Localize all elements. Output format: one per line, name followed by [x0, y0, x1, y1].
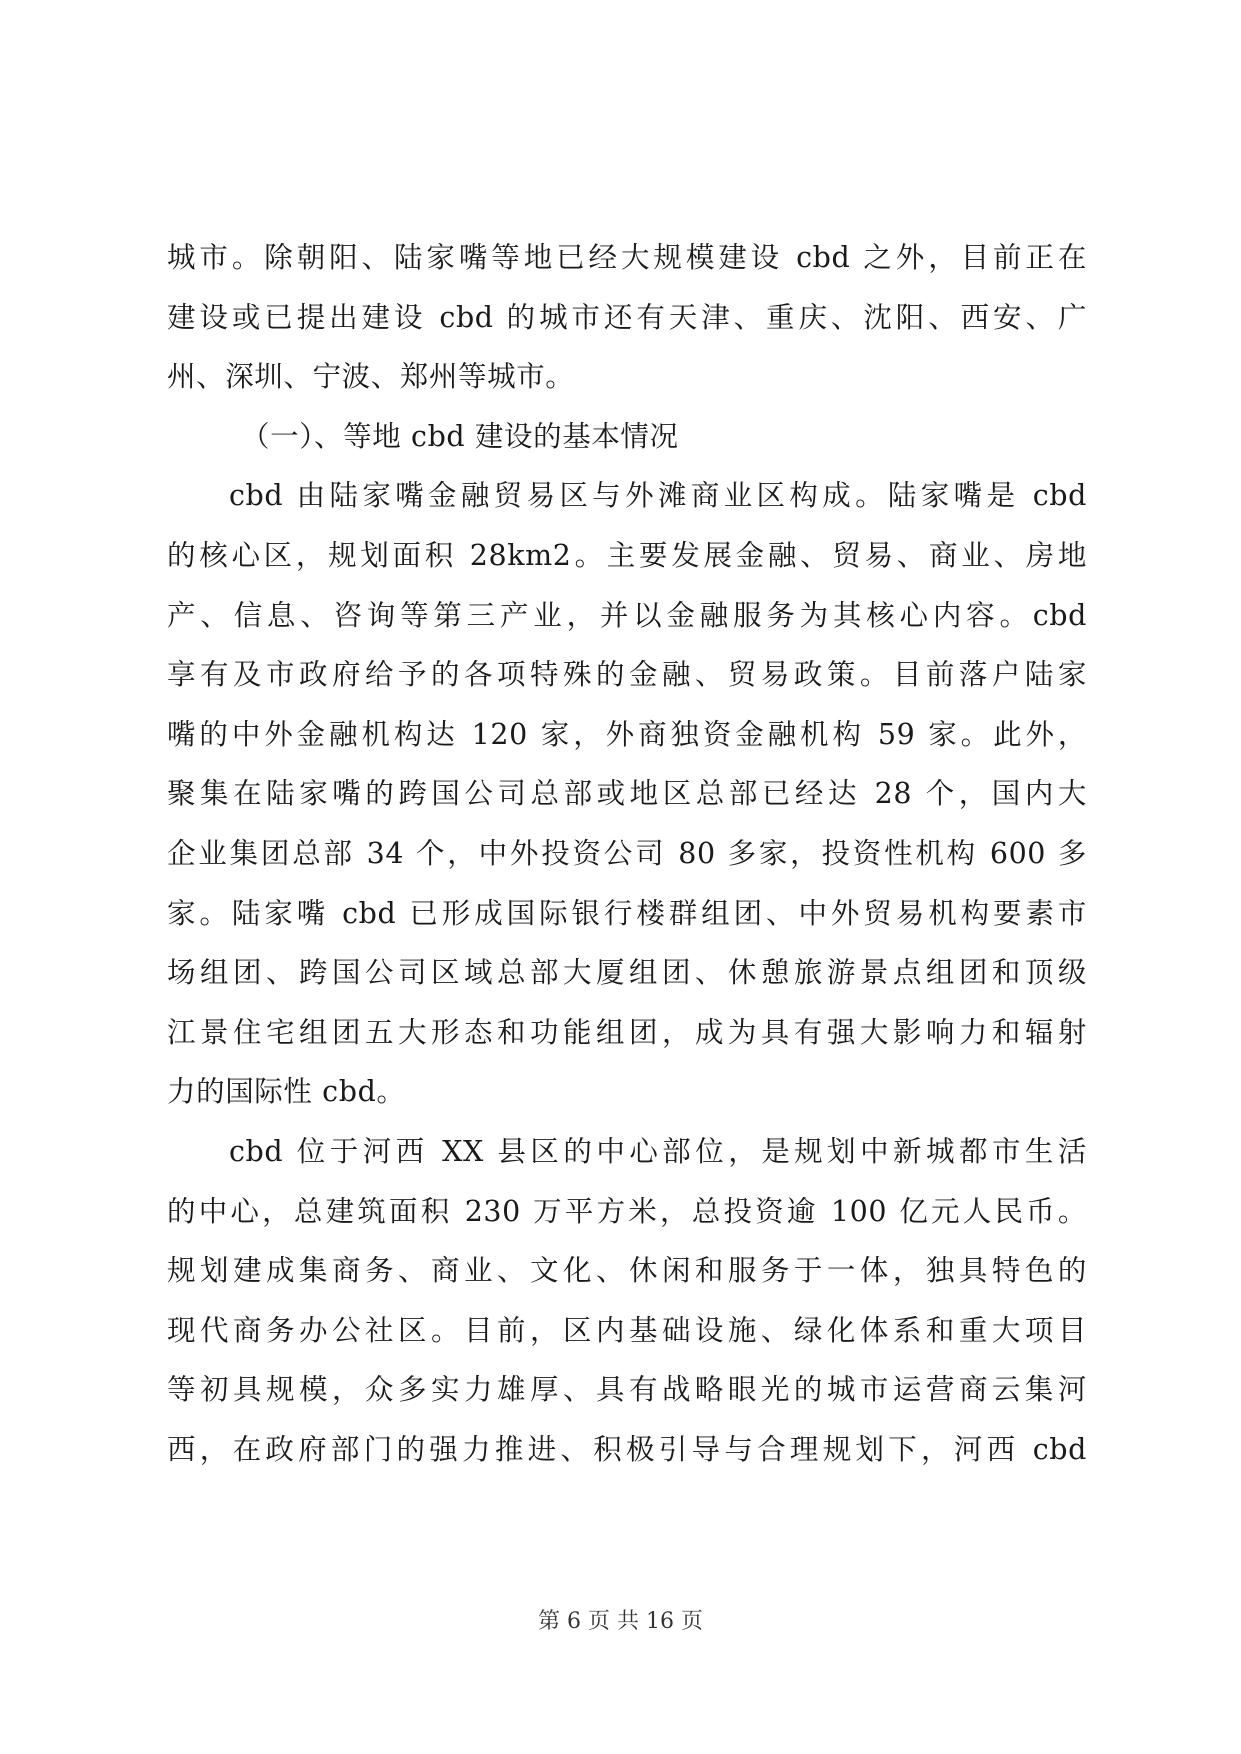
- section-heading: （一）、等地 cbd 建设的基本情况: [241, 419, 679, 453]
- body-text: [167, 228, 1087, 1479]
- text-line: 规划建成集商务、商业、文化、休闲和服务于一体，独具特色的: [167, 1254, 1087, 1288]
- text-line: 的核心区，规划面积 28km2。主要发展金融、贸易、商业、房地: [167, 538, 1087, 572]
- text-line: 等初具规模，众多实力雄厚、具有战略眼光的城市运营商云集河: [167, 1373, 1087, 1407]
- text-line: 现代商务办公社区。目前，区内基础设施、绿化体系和重大项目: [167, 1313, 1087, 1347]
- text-line: cbd 由陆家嘴金融贸易区与外滩商业区构成。陆家嘴是 cbd: [229, 479, 1087, 513]
- text-line: cbd 位于河西 XX 县区的中心部位，是规划中新城都市生活: [229, 1134, 1087, 1168]
- text-line: 的中心，总建筑面积 230 万平方米，总投资逾 100 亿元人民币。: [167, 1194, 1087, 1228]
- text-line: 西，在政府部门的强力推进、积极引导与合理规划下，河西 cbd: [167, 1432, 1087, 1466]
- text-line: 嘴的中外金融机构达 120 家，外商独资金融机构 59 家。此外，: [167, 717, 1087, 751]
- text-line: 聚集在陆家嘴的跨国公司总部或地区总部已经达 28 个，国内大: [167, 777, 1087, 811]
- page-number-footer: 第 6 页 共 16 页: [538, 1609, 703, 1634]
- text-line: 力的国际性 cbd。: [167, 1075, 406, 1109]
- text-line: 建设或已提出建设 cbd 的城市还有天津、重庆、沈阳、西安、广: [167, 300, 1087, 334]
- text-line: 城市。除朝阳、陆家嘴等地已经大规模建设 cbd 之外，目前正在: [167, 241, 1087, 274]
- text-line: 场组团、跨国公司区域总部大厦组团、休憩旅游景点组团和顶级: [167, 956, 1087, 990]
- text-line: 州、深圳、宁波、郑州等城市。: [167, 360, 575, 394]
- text-line: 江景住宅组团五大形态和功能组团，成为具有强大影响力和辐射: [167, 1015, 1087, 1049]
- text-line: 产、信息、咨询等第三产业，并以金融服务为其核心内容。cbd: [167, 598, 1087, 632]
- text-line: 享有及市政府给予的各项特殊的金融、贸易政策。目前落户陆家: [167, 658, 1087, 692]
- text-line: 企业集团总部 34 个，中外投资公司 80 多家，投资性机构 600 多: [167, 836, 1087, 870]
- text-line: 家。陆家嘴 cbd 已形成国际银行楼群组团、中外贸易机构要素市: [167, 896, 1087, 930]
